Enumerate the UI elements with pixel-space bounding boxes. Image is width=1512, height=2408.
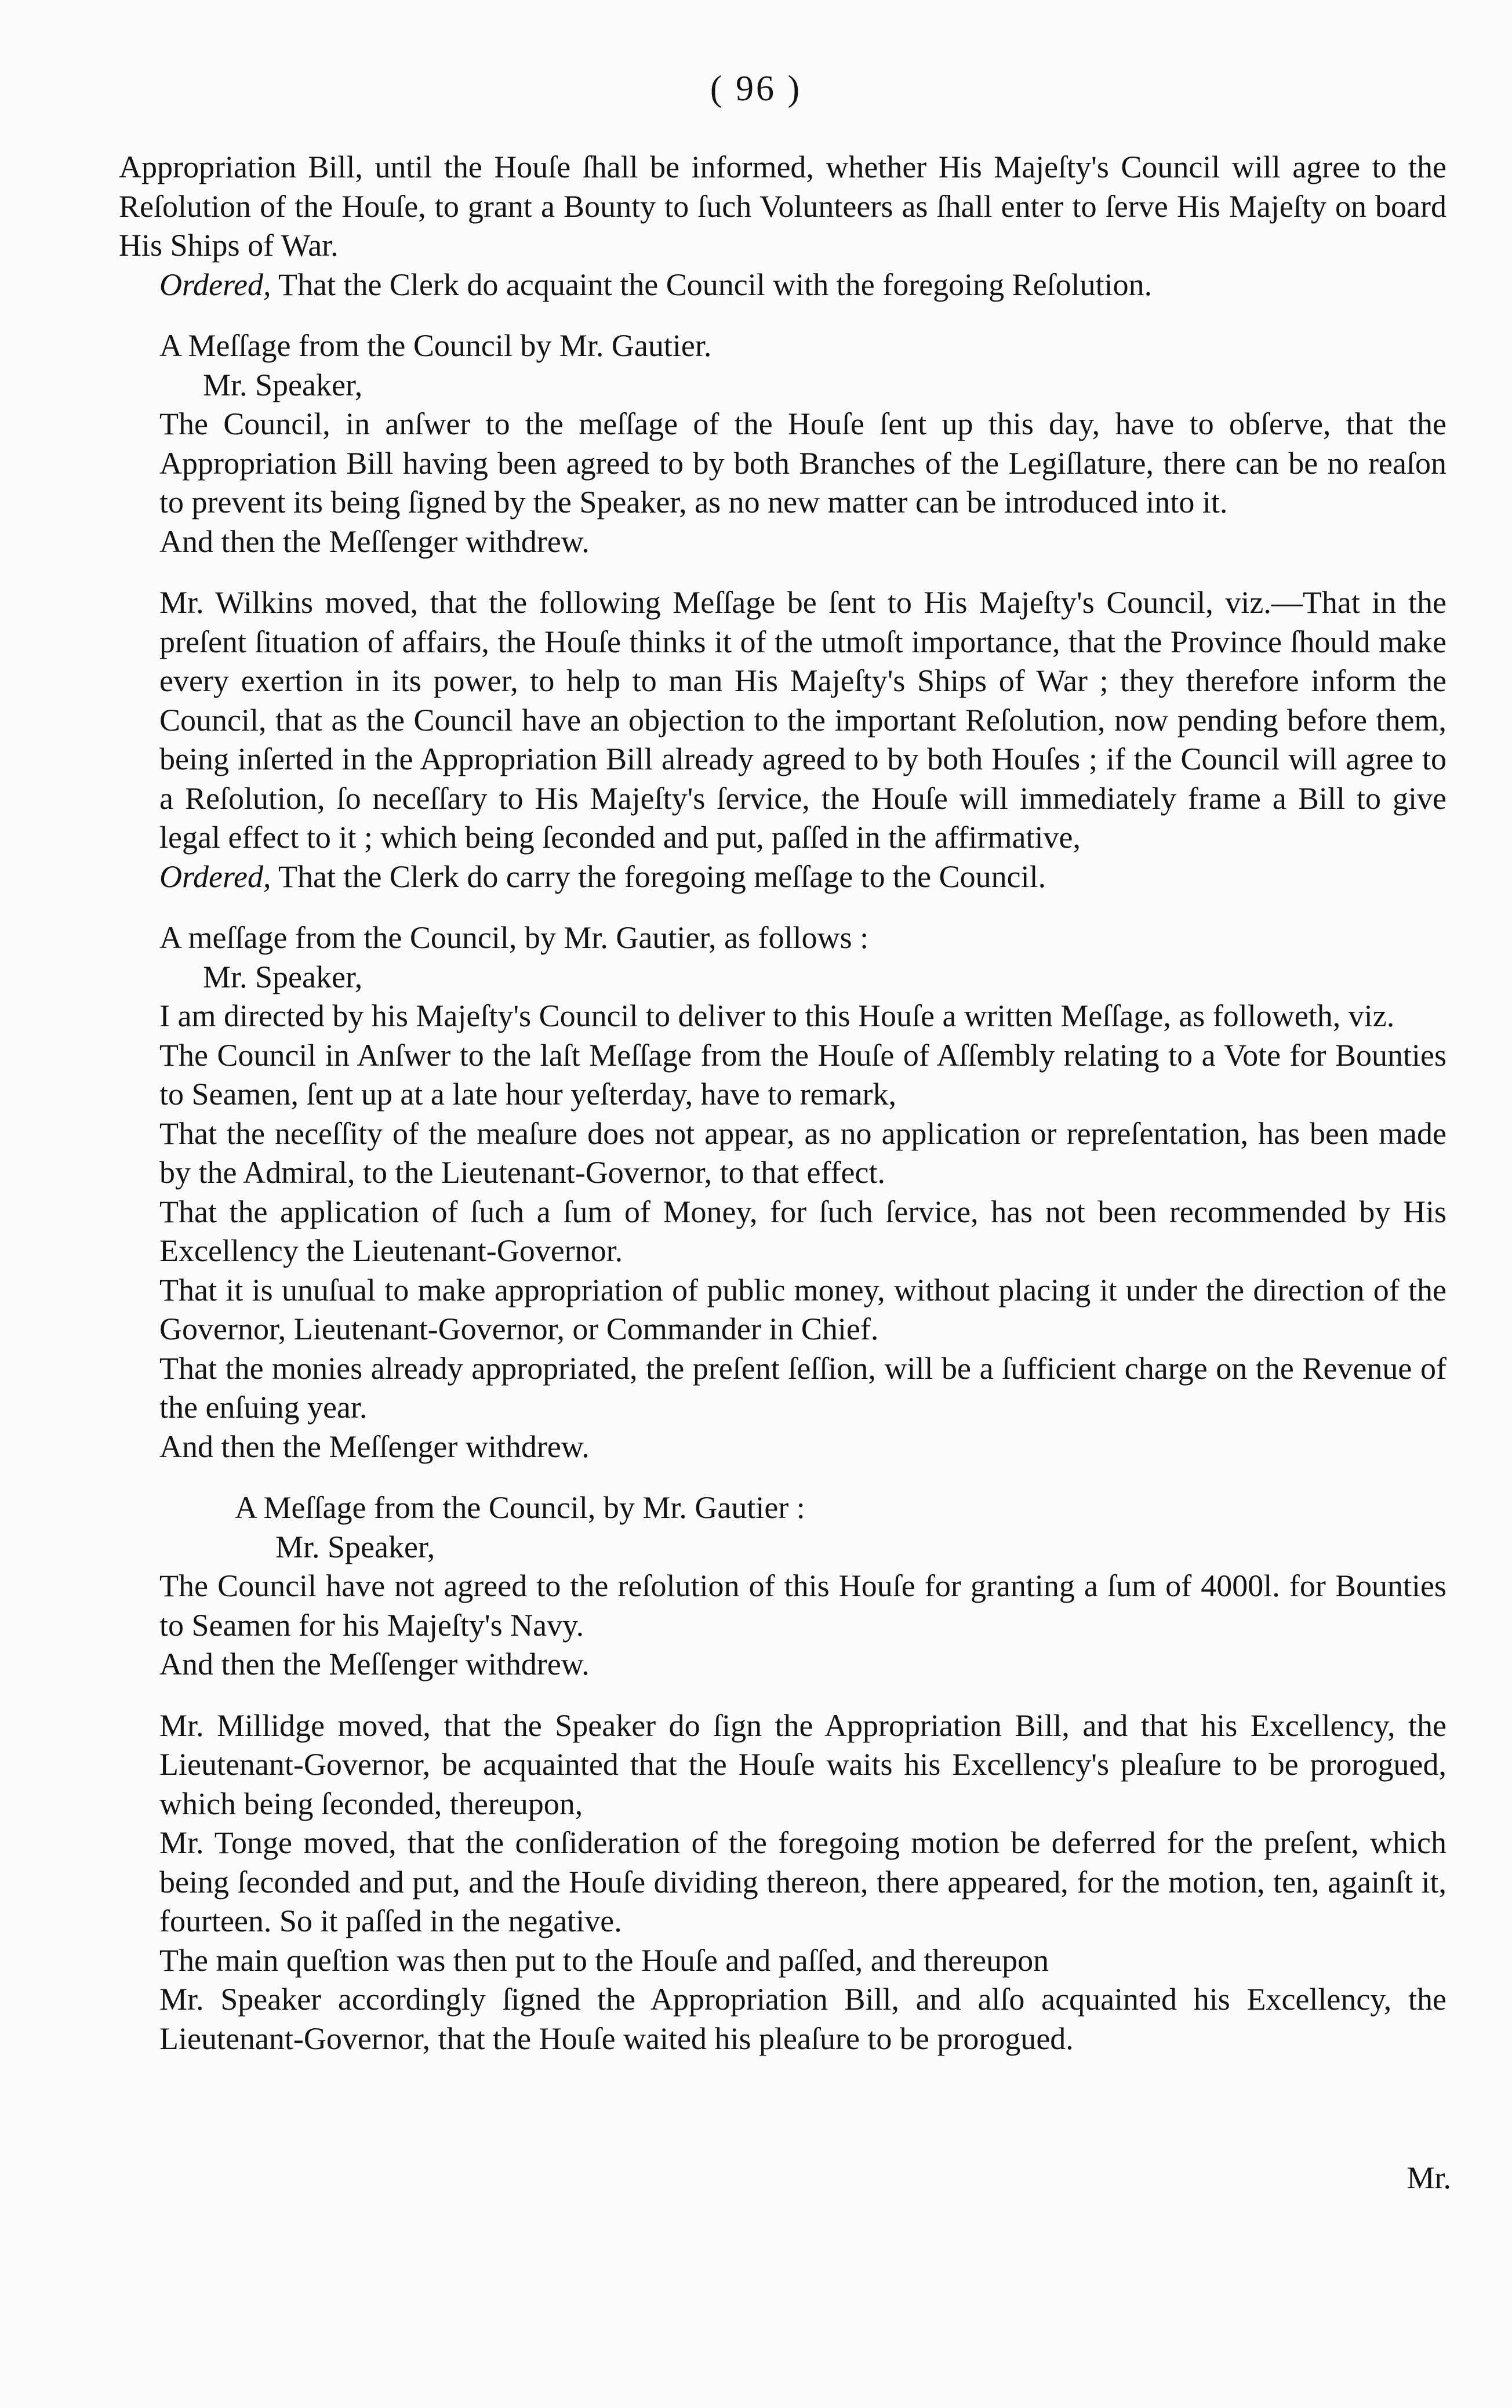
salutation-3: Mr. Speaker, <box>275 1529 435 1564</box>
salutation-2: Mr. Speaker, <box>203 959 363 994</box>
paragraph-council-answer: The Council, in anſwer to the meſſage of the Houſe ſent up this day, have to obſerve, that the Appropriation Bill having been agreed to by both Branches of the Legiſlature, there can be no reaſon to prevent its being ſigned by the Speaker, as no new matter can be introduced into it. <box>159 406 1446 520</box>
paragraph-ordered-carry <box>119 858 1446 897</box>
catchword: Mr. <box>1406 2160 1451 2195</box>
message-heading-1: A Meſſage from the Council by Mr. Gautier. <box>159 328 712 363</box>
message-heading-2: A meſſage from the Council, by Mr. Gautier, as follows : <box>159 920 869 955</box>
journal-text <box>119 148 1446 2058</box>
salutation-1: Mr. Speaker, <box>203 367 363 402</box>
paragraph-directed: I am directed by his Majeſty's Council to deliver to this Houſe a written Meſſage, as followeth, viz. <box>159 998 1395 1033</box>
paragraph-unusual: That it is unuſual to make appropriation of public money, without placing it under the direction of the Governor, Lieutenant-Governor, or Commander in Chief. <box>159 1272 1446 1346</box>
messenger-withdrew-3: And then the Meſſenger withdrew. <box>159 1647 590 1681</box>
paragraph-main-question: The main queſtion was then put to the Houſe and paſſed, and thereupon <box>159 1942 1049 1978</box>
message-heading-3: A Meſſage from the Council, by Mr. Gautier : <box>235 1490 805 1525</box>
paragraph-millidge-motion: Mr. Millidge moved, that the Speaker do ſign the Appropriation Bill, and that his Excellency, the Lieutenant-Governor, be acquainted that the Houſe waits his Excellency's pleaſure to be prorogued, which being ſeconded, thereupon, <box>159 1708 1446 1821</box>
page-number: ( 96 ) <box>710 69 802 108</box>
paragraph-ordered-acquaint <box>119 266 1446 305</box>
paragraph-application: That the application of ſuch a ſum of Money, for ſuch ſervice, has not been recommended by His Excellency the Lieutenant-Governor. <box>159 1194 1446 1268</box>
paragraph-council-remark: The Council in Anſwer to the laſt Meſſage from the Houſe of Aſſembly relating to a Vote for Bounties to Seamen, ſent up at a late hour yeſterday, have to remark, <box>159 1037 1446 1112</box>
ordered-label: Ordered, <box>159 859 271 894</box>
paragraph-not-agreed: The Council have not agreed to the reſolution of this Houſe for granting a ſum of 4000l. for Bounties to Seamen for his Majeſty's Navy. <box>159 1568 1446 1643</box>
paragraph-tonge-motion: Mr. Tonge moved, that the conſideration of the foregoing motion be deferred for the preſent, which being ſeconded and put, and the Houſe dividing thereon, there appeared, for the motion, ten, againſt it, fourteen. So it paſſed in the negative. <box>159 1825 1446 1938</box>
paragraph-appropriation-bill: Appropriation Bill, until the Houſe ſhall be informed, whether His Majeſty's Council will agree to the Reſolution of the Houſe, to grant a Bounty to ſuch Volunteers as ſhall enter to ſerve His Majeſty on board His Ships of War. <box>119 150 1446 263</box>
messenger-withdrew-1: And then the Meſſenger withdrew. <box>159 524 590 559</box>
ordered-text: That the Clerk do carry the foregoing meſſage to the Council. <box>271 859 1046 894</box>
paragraph-necessity: That the neceſſity of the meaſure does not appear, as no application or repreſentation, has been made by the Admiral, to the Lieutenant-Governor, to that effect. <box>159 1116 1446 1190</box>
paragraph-monies: That the monies already appropriated, the preſent ſeſſion, will be a ſufficient charge on the Revenue of the enſuing year. <box>159 1350 1446 1425</box>
paragraph-wilkins-motion: Mr. Wilkins moved, that the following Meſſage be ſent to His Majeſty's Council, viz.—That in the preſent ſituation of affairs, the Houſe thinks it of the utmoſt importance, that the Province ſhould make every exertion in its power, to help to man His Majeſty's Ships of War ; they therefore inform the Council, that as the Council have an objection to the important Reſolution, now pending before them, being inſerted in the Appropriation Bill already agreed to by both Houſes ; if the Council will agree to a Reſolution, ſo neceſſary to His Majeſty's ſervice, the Houſe will immediately frame a Bill to give legal effect to it ; which being ſeconded and put, paſſed in the affirmative, <box>159 585 1446 855</box>
ordered-label: Ordered, <box>159 267 271 302</box>
paragraph-speaker-signed: Mr. Speaker accordingly ſigned the Appropriation Bill, and alſo acquainted his Excellency, the Lieutenant-Governor, that the Houſe waited his pleaſure to be prorogued. <box>159 1982 1446 2056</box>
messenger-withdrew-2: And then the Meſſenger withdrew. <box>159 1429 590 1464</box>
ordered-text: That the Clerk do acquaint the Council with the foregoing Reſolution. <box>271 267 1153 302</box>
